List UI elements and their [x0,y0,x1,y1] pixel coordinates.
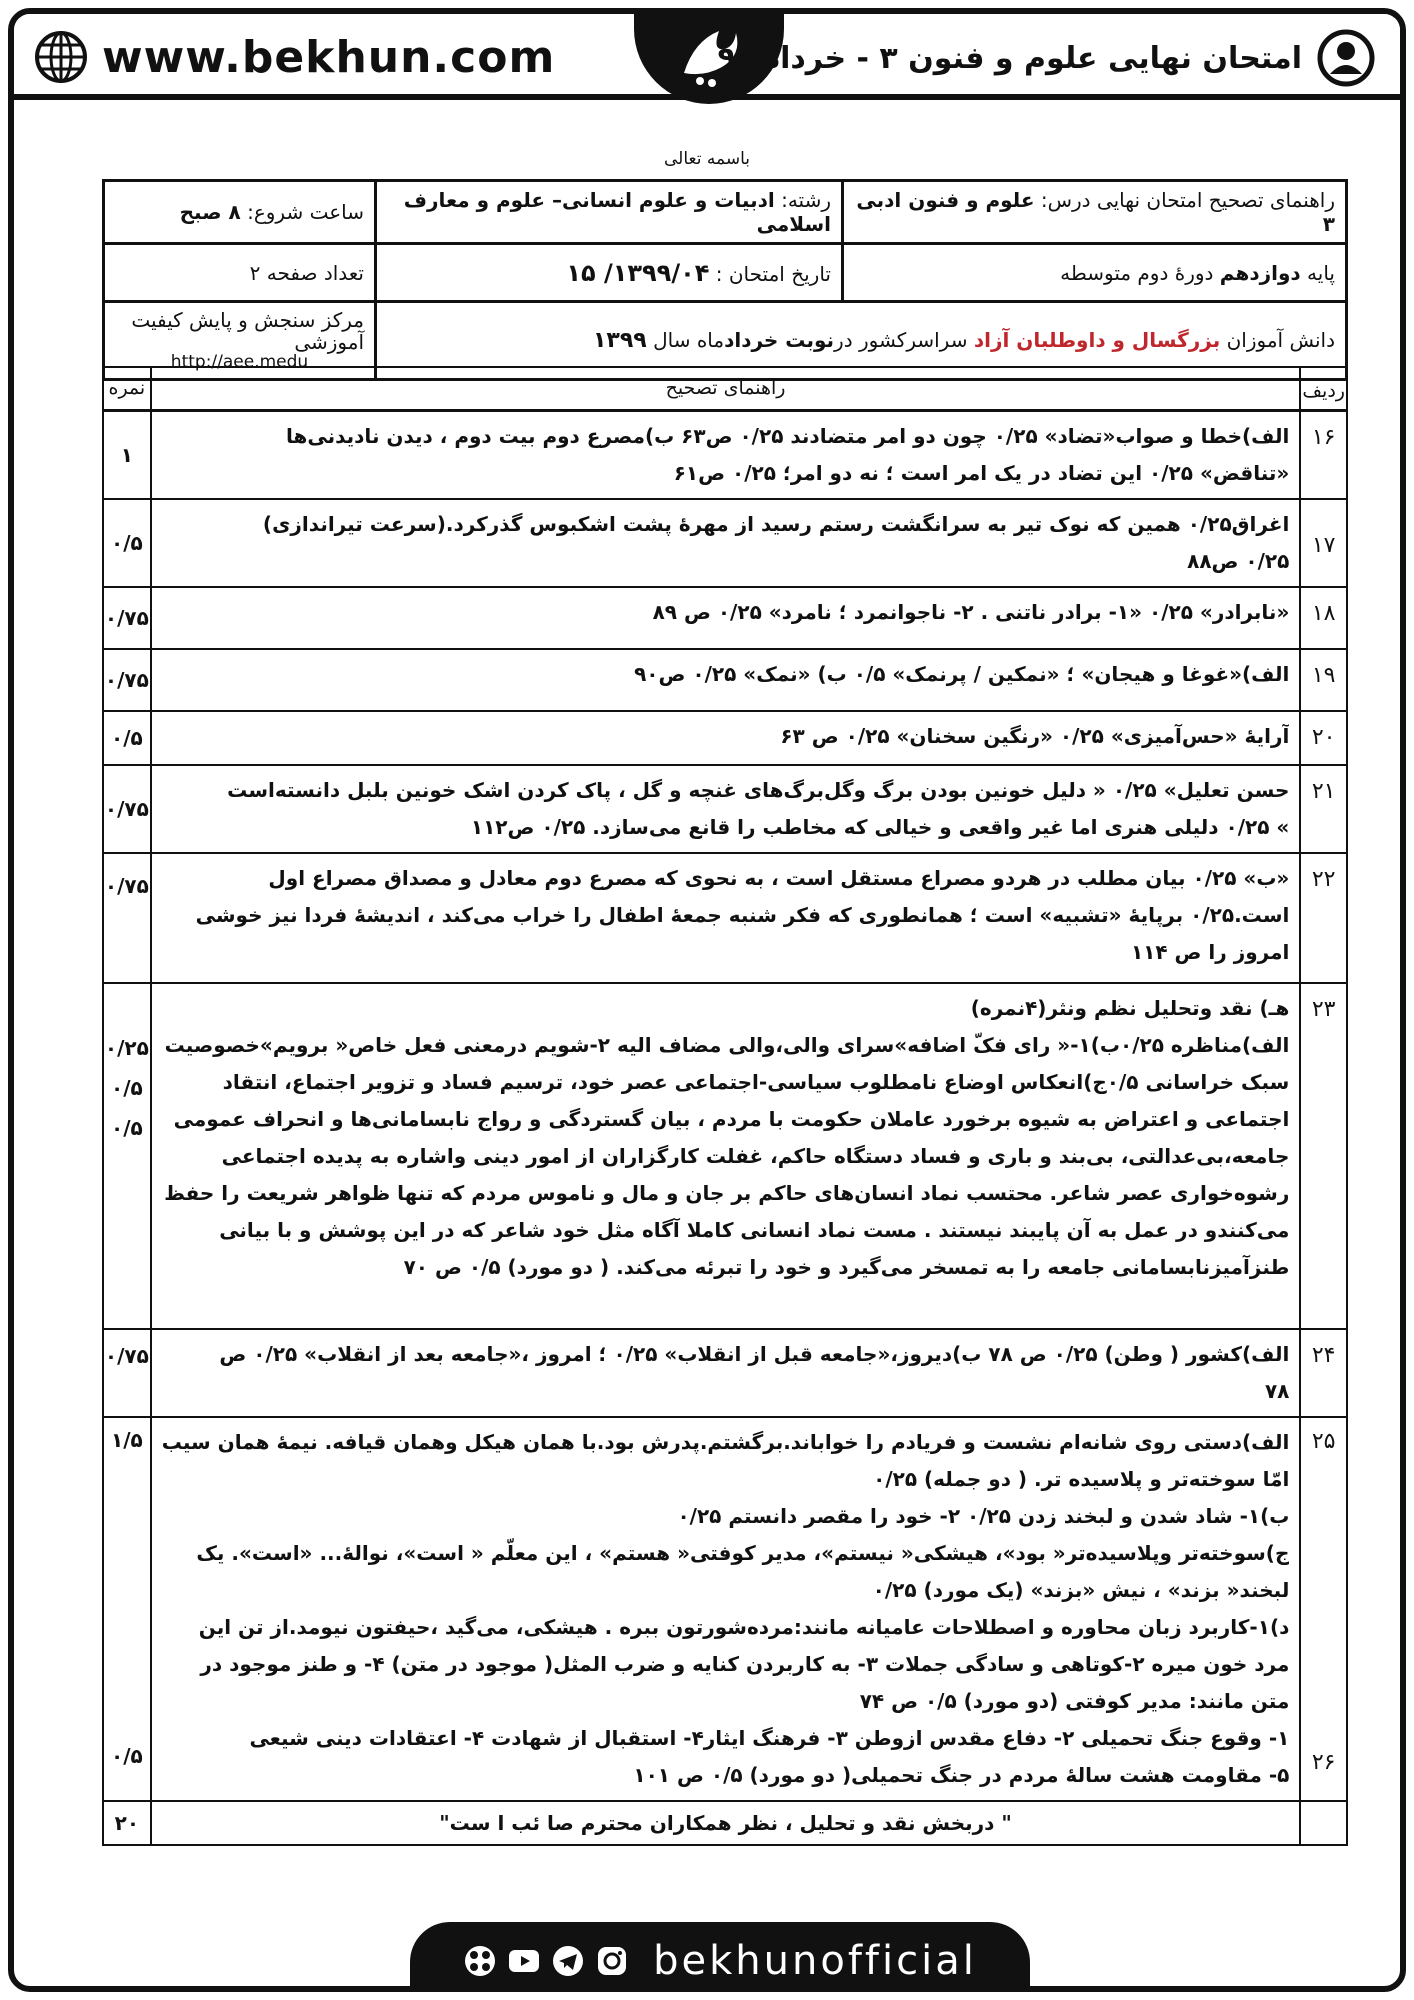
col-header-score: نمره [103,367,151,411]
user-icon[interactable] [1316,28,1376,88]
row-body [151,1329,1301,1417]
page-frame [8,8,1406,1992]
exam-title-text: امتحان نهایی علوم و فنون ۳ - خرداد ۹۹ [717,40,1302,76]
row-line: می‌کنندو در عمل به آن پایبند نیستند . مست نماد انسانی کاملا آگاه مثل خود شاعر که در این پوشش و با بیانی [219,1218,1290,1243]
row-body [151,765,1301,853]
start-value: ۸ صبح [179,200,241,224]
row-number-26: ۲۶ [1311,1750,1336,1776]
grade-prefix: پایه [1307,260,1335,285]
row-line: الف)کشور ( وطن) ۰/۲۵ ص ۷۸ ب)دیروز،«جامعه قبل از انقلاب» ۰/۲۵ ؛ امروز ،«جامعه بعد از انقلاب» ۰/۲۵ ص [219,1342,1290,1367]
bismillah: باسمه تعالی [664,149,750,169]
score-value: ۰/۵ [110,530,143,555]
row-line: الف)«غوغا و هیجان» ؛ «نمکین / پرنمک» ۰/۵ ب) «نمک» ۰/۲۵ ص۹۰ [634,662,1290,687]
students-category: بزرگسال و داوطلبان آزاد [973,327,1221,352]
row-line: لبخند« بزند» ، نیش «بزند» (یک مورد) ۰/۲۵ [872,1578,1290,1603]
row-number: ۱۶ [1300,411,1347,500]
aparat-icon[interactable] [463,1944,497,1978]
row-line: متن مانند: مدیر کوفتی (دو مورد) ۰/۵ ص ۷۴ [859,1689,1290,1714]
date-cell [376,244,843,302]
row-score [103,983,151,1329]
date-label: تاریخ امتحان : [715,261,831,286]
score-value: ۰/۵ [110,1116,143,1141]
row-line: اغراق۰/۲۵ همین که نوک تیر به سرانگشت رستم رسید از مهرۀ پشت اشکبوس گذرکرد.(سرعت تیراندازی) [262,512,1290,537]
answer-key-table [102,366,1348,1846]
row-line: ج)سوخته‌تر وپلاسیده‌تر« بود»، هیشکی« نیستم»، مدیر کوفتی« هستم» ، این معلّم « است»، نوالۀ... «است». یک [196,1541,1290,1566]
score-value: ۰/۵ [110,725,143,750]
start-label: ساعت شروع: [247,200,364,224]
students-mid: سراسرکشور در [834,327,968,352]
col-header-body: راهنمای تصحیح [151,367,1301,411]
youtube-icon[interactable] [507,1944,541,1978]
table-row [103,1329,1347,1417]
pages-label: تعداد صفحه ۲ [249,260,364,285]
row-body [151,853,1301,983]
score-value: ۰/۷۵ [104,667,149,692]
row-body [151,587,1301,649]
score-value: ۱/۵ [110,1428,143,1453]
row-number-25: ۲۵ [1311,1429,1336,1455]
row-body [151,649,1301,711]
row-line: سبک خراسانی ۰/۵ج)انعکاس اوضاع نامطلوب سیاسی-اجتماعی عصر خود، ترسیم فساد و تزویر اجتماع، انتقاد [222,1070,1290,1095]
score-value: ۰/۷۵ [104,1344,149,1369]
row-line: ب)۱- شاد شدن و لبخند زدن ۰/۲۵ ۲- خود را مقصر دانستم ۰/۲۵ [677,1504,1290,1529]
row-score [103,765,151,853]
row-body [151,711,1301,765]
score-value: ۰/۷۵ [104,874,149,899]
row-line: جامعه،بی‌عدالتی، بی‌بند و باری و فساد دستگاه حاکم، غفلت کارگزاران از امور دینی واشاره به پدیده اجتماعی [221,1144,1290,1169]
grade-cell [843,244,1347,302]
row-number: ۲۳ [1300,983,1347,1329]
row-line: ۷۸ [1264,1379,1290,1404]
final-note: " دربخش نقد و تحلیل ، نظر همکاران محترم صا ئب ا ست" [151,1801,1301,1845]
course-cell [843,181,1347,244]
table-row [103,711,1347,765]
row-line: الف)خطا و صواب«تضاد» ۰/۲۵ چون دو امر متضادند ۰/۲۵ ص۶۳ ب)مصرع دوم بیت دوم ، دیدن نادیدنی‌ها [285,424,1290,449]
row-score [103,499,151,587]
table-row [103,411,1347,500]
row-body [151,983,1301,1329]
row-line: آرایۀ «حس‌آمیزی» ۰/۲۵ «رنگین سخنان» ۰/۲۵ ص ۶۳ [780,724,1290,749]
row-number: ۱۸ [1300,587,1347,649]
row-number: ۱۷ [1300,499,1347,587]
center-name: مرکز سنجش و پایش کیفیت آموزشی [131,308,364,354]
row-score [103,711,151,765]
row-body [151,1417,1301,1801]
row-line: مرد خون میره ۲-کوتاهی و سادگی جملات ۳- به کاربردن کنایه و ضرب المثل( موجود در متن) ۴- و طنز موجود در [200,1652,1290,1677]
row-number: ۲۱ [1300,765,1347,853]
row-number: ۱۹ [1300,649,1347,711]
students-prefix: دانش آموزان [1226,327,1335,352]
course-name: علوم و فنون ادبی ۳ [856,188,1335,236]
row-line: رشوه‌خواری عصر شاعر. محتسب نماد انسان‌های حاکم بر جان و مال و ناموس مردم که تنها ظواهر شریعت را حفظ [164,1181,1290,1206]
score-value: ۰/۷۵ [104,796,149,821]
start-cell [104,181,376,244]
grade-suffix: دورۀ دوم متوسطه [1060,260,1214,285]
score-value: ۰/۲۵ [104,1036,149,1061]
row-score [103,1417,151,1801]
course-label: راهنمای تصحیح امتحان نهایی درس: [1040,188,1335,212]
table-row [103,765,1347,853]
social-handle[interactable]: bekhunofficial [653,1938,977,1984]
row-line: ۱- وقوع جنگ تحمیلی ۲- دفاع مقدس ازوطن ۳- فرهنگ ایثار۴- استقبال از شهادت ۴- اعتقادات دینی شیعی [249,1726,1290,1751]
row-score [103,411,151,500]
row-line: ۰/۲۵ ص۸۸ [1187,549,1290,574]
row-body [151,499,1301,587]
row-line: «تناقض» ۰/۲۵ این تضاد در یک امر است ؛ نه دو امر؛ ۰/۲۵ ص۶۱ [673,461,1290,486]
row-line: «نابرادر» ۰/۲۵ «۱- برادر ناتنی . ۲- ناجوانمرد ؛ نامرد» ۰/۲۵ ص ۸۹ [652,600,1290,625]
center-url[interactable]: http://aee.medu [170,352,309,372]
table-row [103,649,1347,711]
score-value: ۰/۵ [110,1076,143,1101]
row-line: ۵- مقاومت هشت سالۀ مردم در جنگ تحمیلی( دو مورد) ۰/۵ ص ۱۰۱ [633,1763,1290,1788]
row-line: هـ) نقد وتحلیل نظم ونثر(۴نمره) [970,996,1290,1021]
row-line: حسن تعلیل» ۰/۲۵ « دلیل خونین بودن برگ وگل‌برگ‌های غنچه و گل ، پاک کردن اشک خونین بلبل دانسته‌است [227,778,1290,803]
pages-cell [104,244,376,302]
exam-year: ۱۳۹۹ [593,327,647,353]
date-value: ۱۳۹۹/۰۴/ ۱۵ [566,258,710,287]
field-cell [376,181,843,244]
row-line: امروز را ص ۱۱۴ [1130,940,1290,965]
table-row [103,1417,1347,1801]
table-row-total [103,1801,1347,1845]
row-line: » ۰/۲۵ دلیلی هنری اما غیر واقعی و خیالی که مخاطب را قانع می‌سازد. ۰/۲۵ ص۱۱۲ [470,815,1290,840]
score-value: ۰/۷۵ [104,605,149,630]
row-line: الف)مناظره ۰/۲۵ب)۱-« رای فکّ اضافه»سرای والی،والی مضاف الیه ۲-شویم درمعنی فعل خاص« برویم»خصوصیت [164,1033,1290,1058]
row-line: د)۱-کاربرد زبان محاوره و اصطلاحات عامیانه مانند:مرده‌شورتون ببره . هیشکی، می‌گید ،حیفتون نیومد.از تن این [198,1615,1290,1640]
table-row [103,587,1347,649]
social-footer [410,1922,1030,1992]
total-score: ۲۰ [103,1801,151,1845]
row-score [103,853,151,983]
row-number: ۲۲ [1300,853,1347,983]
exam-title [718,28,1376,88]
empty-cell [1300,1801,1347,1845]
site-link[interactable] [34,30,555,84]
row-score [103,649,151,711]
telegram-icon[interactable] [551,1944,585,1978]
grade-value: دوازدهم [1219,260,1301,285]
row-number [1300,1417,1347,1801]
students-term: نوبت خرداد [724,327,835,352]
row-body [151,411,1301,500]
students-suffix: ماه سال [653,327,725,352]
row-line: طنزآمیزنابسامانی جامعه را به تمسخر می‌گیرد و خود را تبرئه می‌کند. ( دو مورد) ۰/۵ ص ۷۰ [403,1255,1290,1280]
table-row [103,853,1347,983]
row-line: «ب» ۰/۲۵ بیان مطلب در هردو مصراع مستقل است ، به نحوی که مصرع دوم معادل و مصداق مصراع اول [268,866,1290,891]
globe-icon [34,30,88,84]
row-score [103,1329,151,1417]
exam-info-table [102,179,1348,381]
score-value: ۱ [120,442,133,467]
field-value: ادبیات و علوم انسانی– علوم و معارف اسلامی [403,188,831,236]
row-line: الف)دستی روی شانه‌ام نشست و فریادم را خواباند.برگشتم.پدرش بود.با همان هیکل وهمان قیافه. نیمۀ همان سیب [161,1430,1290,1455]
row-line: امّا سوخته‌تر و پلاسیده تر. ( دو جمله) ۰/۲۵ [873,1467,1290,1492]
instagram-icon[interactable] [595,1944,629,1978]
field-label: رشته: [781,188,831,212]
table-row [103,499,1347,587]
row-line: است.۰/۲۵ برپایۀ «تشبیه» است ؛ همانطوری که فکر شنبه جمعۀ اطفال را خراب می‌کند ، اندیشۀ فردا نیز خوشی [195,903,1290,928]
header-bar [14,14,1400,100]
col-header-radif: ردیف [1300,367,1347,411]
row-number: ۲۴ [1300,1329,1347,1417]
score-value: ۰/۵ [110,1744,143,1769]
site-url[interactable]: www.bekhun.com [102,31,556,83]
table-row [103,983,1347,1329]
row-number: ۲۰ [1300,711,1347,765]
row-score [103,587,151,649]
row-line: اجتماعی و اعتراض به شیوه برخورد عاملان حکومت با مردم ، بیان گستردگی و رواج نابسامانی‌ها و انحراف عمومی [173,1107,1290,1132]
